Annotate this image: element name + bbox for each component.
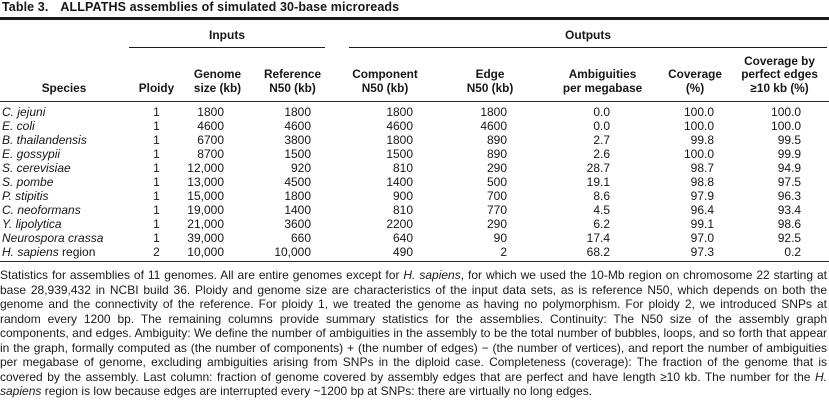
footnote-species-italic: H. sapiens — [403, 268, 461, 283]
value-cell: 2 — [435, 245, 545, 262]
value-cell: 890 — [487, 147, 508, 162]
value-cell: 4.5 — [593, 203, 611, 218]
species-cell: C. jejuni — [2, 105, 46, 120]
value-cell: 1800 — [386, 133, 414, 148]
group-header-inputs — [128, 20, 335, 48]
value-cell: 1 — [153, 133, 160, 148]
value-cell: 3800 — [284, 133, 312, 148]
value-cell: 8.6 — [593, 189, 611, 204]
species-cell: Neurospora crassa — [2, 231, 104, 246]
assemblies-table — [0, 20, 829, 262]
value-cell: 1 — [153, 161, 160, 176]
value-cell: 100.0 — [684, 119, 715, 134]
value-cell: 290 — [487, 217, 508, 232]
value-cell: 920 — [291, 161, 312, 176]
group-header-row — [0, 20, 829, 48]
species-cell: E. gossypii — [2, 147, 61, 162]
value-cell: 2 — [128, 245, 185, 262]
value-cell: 15,000 — [187, 189, 224, 204]
group-header-outputs — [335, 20, 829, 48]
table-number: Table 3. — [2, 0, 49, 14]
value-cell: 19.1 — [586, 175, 611, 190]
species-cell: Y. lipolytica — [2, 217, 62, 232]
value-cell: 6.2 — [593, 217, 611, 232]
column-header-edge-n50: Edge N50 (kb) — [435, 48, 545, 102]
table-row — [0, 147, 829, 161]
value-cell: 1500 — [386, 147, 414, 162]
value-cell: 97.9 — [690, 189, 715, 204]
table-row — [0, 119, 829, 133]
value-cell: 2.6 — [593, 147, 611, 162]
value-cell: 4500 — [284, 175, 312, 190]
value-cell: 13,000 — [187, 175, 224, 190]
value-cell: 10,000 — [250, 245, 335, 262]
value-cell: 96.4 — [690, 203, 715, 218]
table-row — [0, 231, 829, 245]
value-cell: 890 — [487, 133, 508, 148]
column-header-coverage-perfect-edges: Coverage by perfect edges ≥10 kb (%) — [730, 48, 829, 102]
table-row — [0, 203, 829, 217]
value-cell: 19,000 — [187, 203, 224, 218]
value-cell: 1 — [153, 189, 160, 204]
table-row — [0, 133, 829, 147]
value-cell: 39,000 — [187, 231, 224, 246]
outputs-label: Outputs — [565, 28, 612, 42]
value-cell: 99.1 — [690, 217, 715, 232]
column-header-ambiguities-per-megabase: Ambiguities per megabase — [545, 48, 660, 102]
value-cell: 8700 — [197, 147, 224, 162]
value-cell: 90 — [493, 231, 508, 246]
column-header-row — [0, 48, 829, 102]
value-cell: 660 — [291, 231, 312, 246]
value-cell: 99.9 — [777, 147, 802, 162]
table-row — [0, 189, 829, 203]
value-cell: 4600 — [480, 119, 508, 134]
value-cell: 93.4 — [777, 203, 802, 218]
table-body — [0, 102, 829, 262]
table-footnote — [0, 268, 827, 399]
value-cell: 0.0 — [593, 119, 611, 134]
value-cell: 810 — [393, 161, 414, 176]
value-cell: 1 — [153, 175, 160, 190]
value-cell: 490 — [335, 245, 435, 262]
value-cell: 700 — [487, 189, 508, 204]
value-cell: 100.0 — [771, 105, 802, 120]
inputs-spanner-rule — [129, 29, 325, 48]
value-cell: 100.0 — [684, 147, 715, 162]
value-cell: 500 — [487, 175, 508, 190]
value-cell: 810 — [393, 203, 414, 218]
column-header-species: Species — [0, 48, 128, 102]
value-cell: 21,000 — [187, 217, 224, 232]
value-cell: 770 — [487, 203, 508, 218]
value-cell: 1 — [153, 119, 160, 134]
value-cell: 0.0 — [593, 105, 611, 120]
value-cell: 100.0 — [684, 105, 715, 120]
value-cell: 98.8 — [690, 175, 715, 190]
species-cell: S. pombe — [2, 175, 54, 190]
value-cell: 97.5 — [777, 175, 802, 190]
value-cell: 1 — [153, 105, 160, 120]
table-title — [0, 0, 829, 20]
value-cell: 12,000 — [187, 161, 224, 176]
value-cell: 4600 — [197, 119, 224, 134]
column-header-coverage: Coverage (%) — [660, 48, 730, 102]
value-cell: 94.9 — [777, 161, 802, 176]
species-cell: H. sapiens region — [0, 245, 128, 262]
value-cell: 10,000 — [185, 245, 250, 262]
value-cell: 28.7 — [586, 161, 611, 176]
footnote-text: region is low because edges are interrupted every ~1200 bp at SNPs: there are virtually no long edges. — [41, 384, 593, 399]
value-cell: 1400 — [284, 203, 312, 218]
species-cell: B. thailandensis — [2, 133, 87, 148]
table-row — [0, 161, 829, 175]
value-cell: 2.7 — [593, 133, 611, 148]
value-cell: 1 — [153, 147, 160, 162]
value-cell: 99.8 — [690, 133, 715, 148]
footnote-species-italic: H. sapiens — [0, 369, 827, 399]
value-cell: 1500 — [284, 147, 312, 162]
table-row — [0, 175, 829, 189]
value-cell: 1 — [153, 203, 160, 218]
table-row — [0, 217, 829, 231]
value-cell: 1 — [153, 217, 160, 232]
column-header-reference-n50: Reference N50 (kb) — [250, 48, 335, 102]
value-cell: 1800 — [197, 105, 224, 120]
value-cell: 97.3 — [660, 245, 730, 262]
outputs-spanner-rule — [349, 29, 827, 48]
inputs-label: Inputs — [209, 28, 246, 42]
value-cell: 4600 — [386, 119, 414, 134]
value-cell: 97.0 — [690, 231, 715, 246]
value-cell: 1800 — [386, 105, 414, 120]
value-cell: 290 — [487, 161, 508, 176]
value-cell: 100.0 — [771, 119, 802, 134]
table-caption: ALLPATHS assemblies of simulated 30-base microreads — [60, 0, 400, 14]
column-header-ploidy: Ploidy — [128, 48, 185, 102]
species-cell: E. coli — [2, 119, 35, 134]
value-cell: 6700 — [197, 133, 224, 148]
value-cell: 4600 — [284, 119, 312, 134]
species-cell: S. cerevisiae — [2, 161, 71, 176]
value-cell: 98.7 — [690, 161, 715, 176]
value-cell: 98.6 — [777, 217, 802, 232]
value-cell: 1800 — [284, 189, 312, 204]
value-cell: 1 — [153, 231, 160, 246]
value-cell: 1400 — [386, 175, 414, 190]
table-row — [0, 102, 829, 120]
value-cell: 99.5 — [777, 133, 802, 148]
value-cell: 17.4 — [586, 231, 611, 246]
species-cell: P. stipitis — [2, 189, 49, 204]
column-header-component-n50: Component N50 (kb) — [335, 48, 435, 102]
group-header-spacer — [0, 20, 128, 48]
table-row — [0, 245, 829, 262]
value-cell: 0.2 — [730, 245, 829, 262]
value-cell: 92.5 — [777, 231, 802, 246]
value-cell: 68.2 — [545, 245, 660, 262]
value-cell: 640 — [393, 231, 414, 246]
value-cell: 1800 — [284, 105, 312, 120]
species-cell: C. neoformans — [2, 203, 81, 218]
footnote-text: , for which we used the 10-Mb region on chromosome 22 starting at base 28,939,432 in NCBI build 36. Ploidy and genome size are characteristics of the input data sets, as is reference N50, which depends on both the genome and the connectivity of the reference. For ploidy 1, we treated the genome as having no polymorphism. For ploidy 2, we introduced SNPs at random every 1200 bp. The remaining columns provide summary statistics for the assemblies. Continuity: The N50 size of the assembly graph components, and edges. Ambiguity: We define the number of ambiguities in the assembly to be the total number of bubbles, loops, and so forth that appear in the graph, formally computed as (the number of components) + (the number of edges) − (the number of vertices), and report the number of ambiguities per megabase of genome, excluding ambiguities arising from SNPs in the diploid case. Completeness (coverage): The fraction of the genome that is covered by the assembly. Last column: fraction of genome covered by assembly edges that are perfect and have length ≥10 kb. The number for the — [0, 268, 827, 384]
value-cell: 1800 — [480, 105, 508, 120]
value-cell: 900 — [393, 189, 414, 204]
value-cell: 96.3 — [777, 189, 802, 204]
footnote-text: Statistics for assemblies of 11 genomes. All are entire genomes except for — [0, 268, 404, 283]
value-cell: 3600 — [284, 217, 312, 232]
column-header-genome-size: Genome size (kb) — [185, 48, 250, 102]
value-cell: 2200 — [386, 217, 414, 232]
